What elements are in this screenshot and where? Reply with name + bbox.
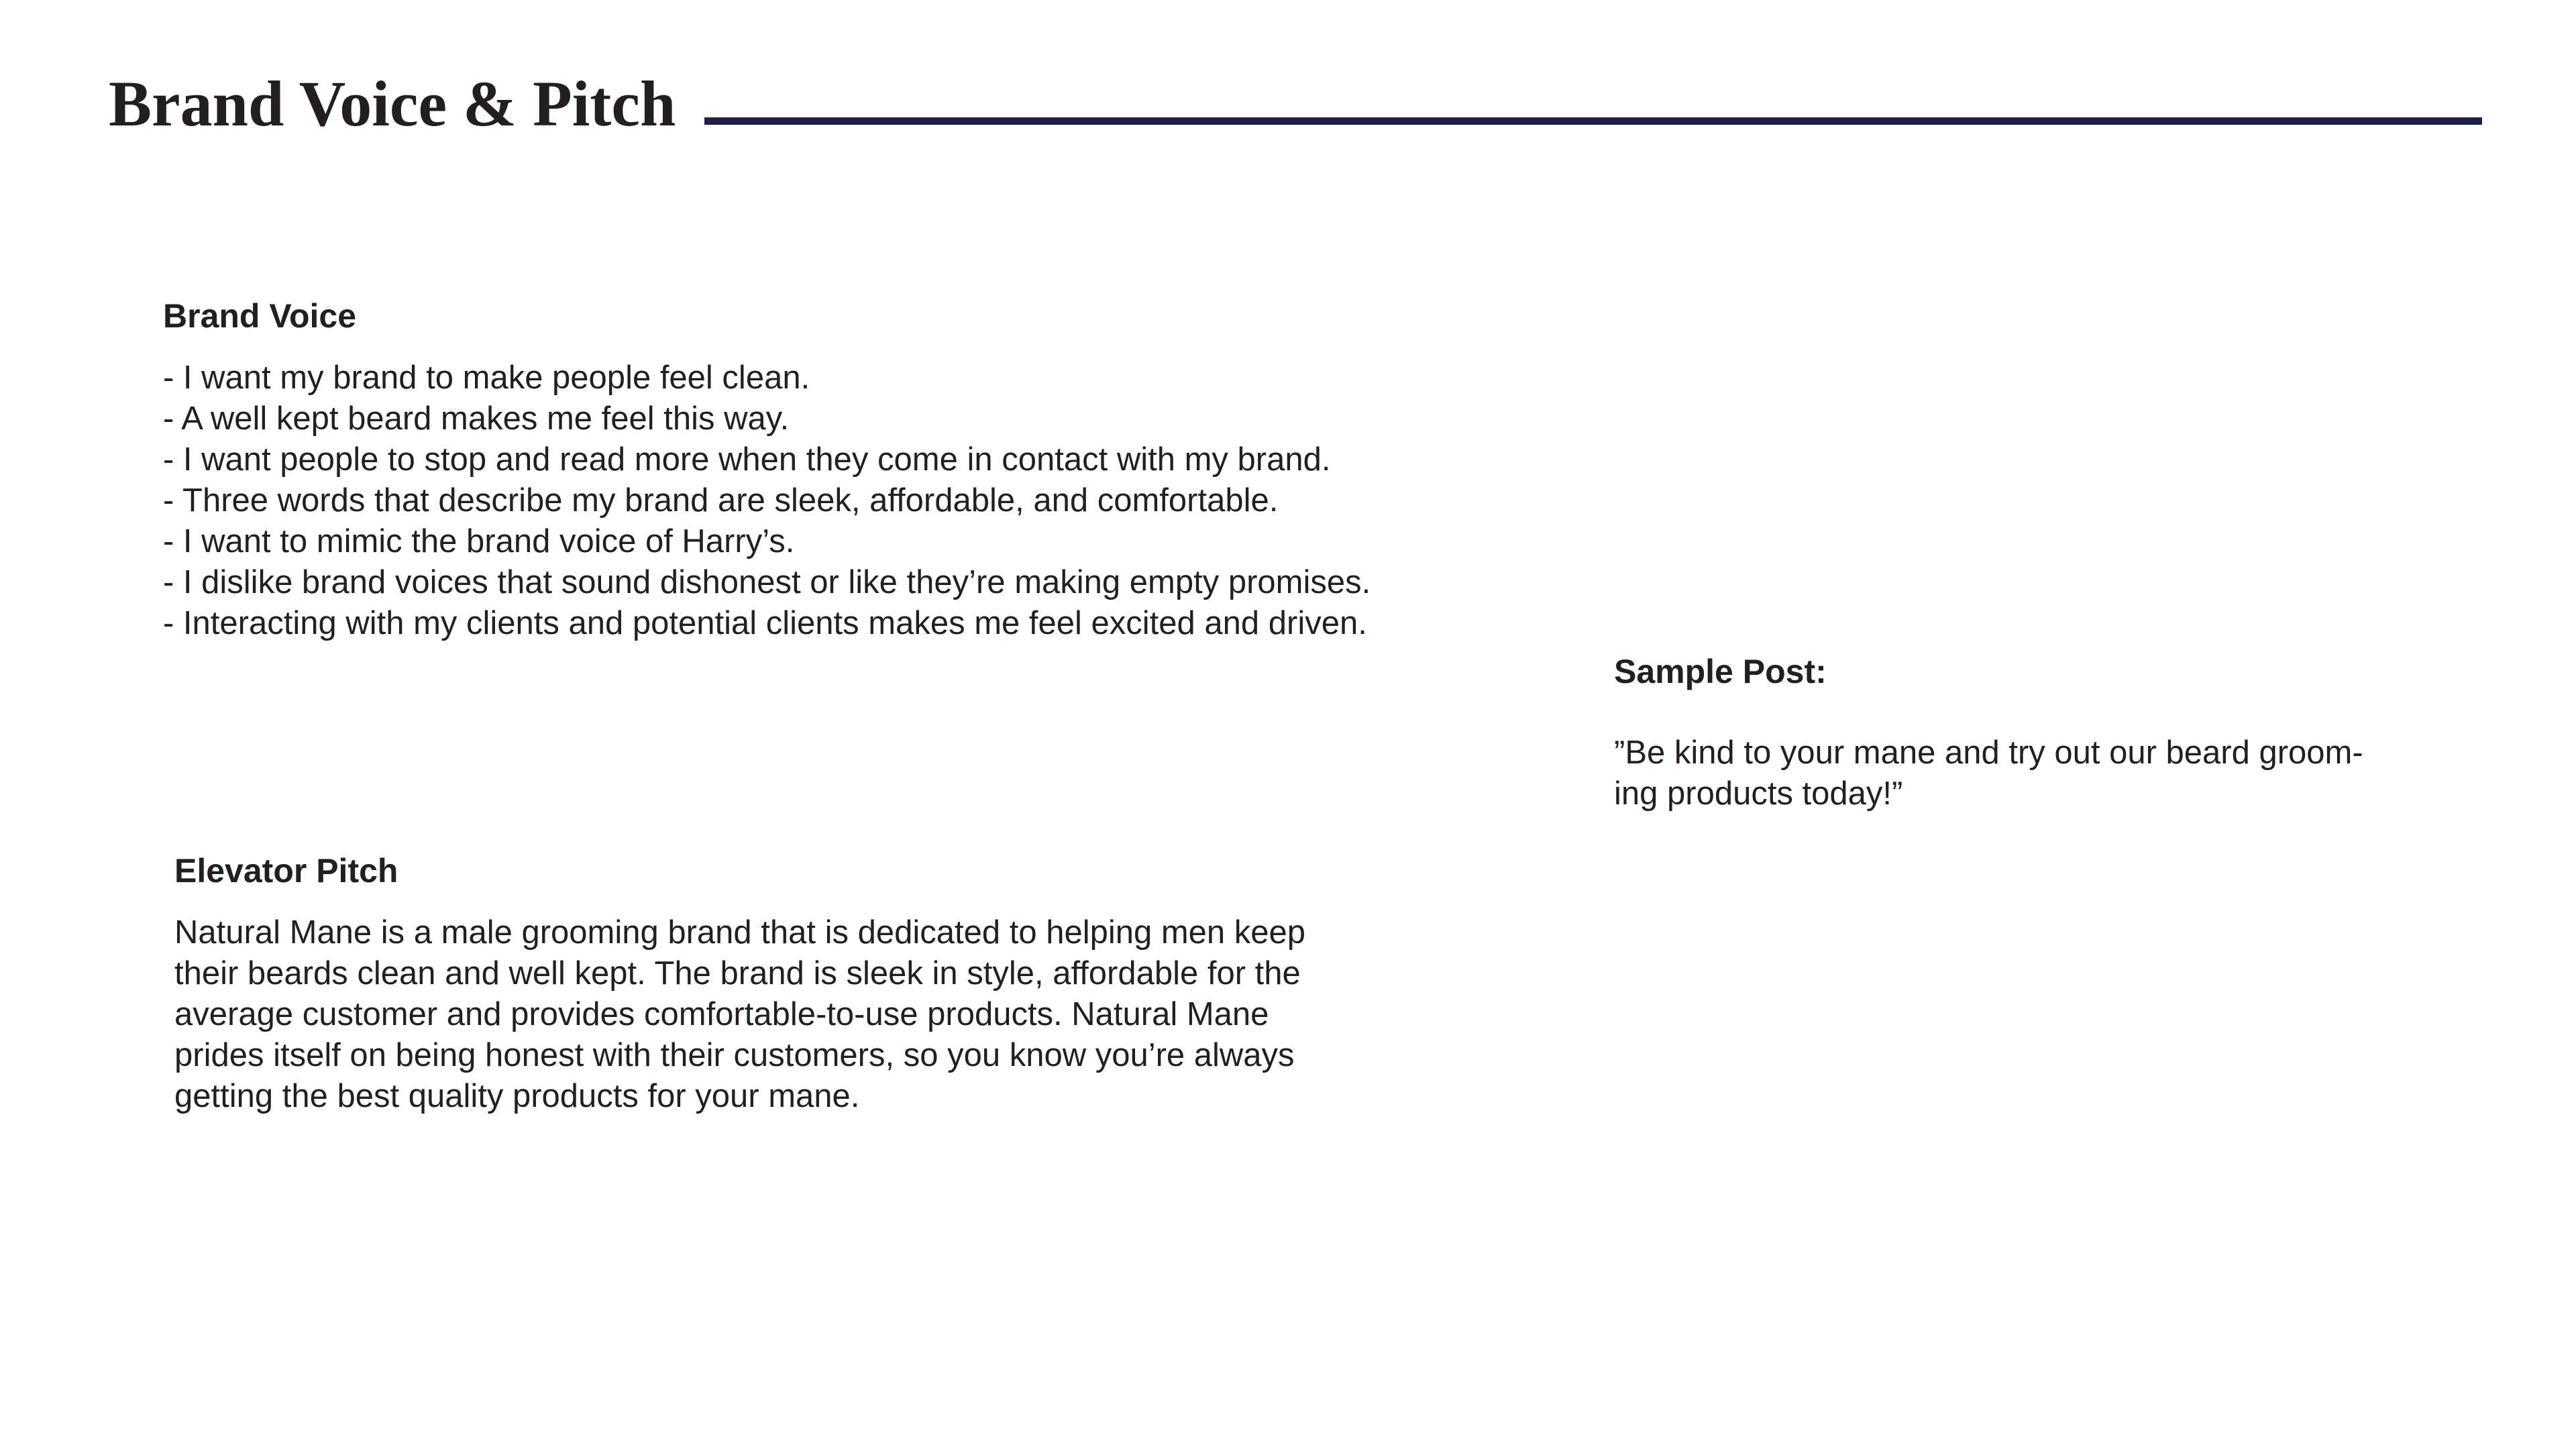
brand-voice-item: - Three words that describe my brand are sleek, affordable, and comfortable. bbox=[163, 482, 1279, 519]
elevator-pitch-line: average customer and provides comfortable-to-use products. Natural Mane bbox=[174, 996, 1269, 1032]
elevator-pitch-line: prides itself on being honest with their customers, so you know you’re always bbox=[174, 1037, 1295, 1073]
elevator-pitch-text bbox=[174, 912, 1305, 1117]
elevator-pitch-line: Natural Mane is a male grooming brand that is dedicated to helping men keep bbox=[174, 914, 1306, 951]
sample-post-line: ing products today!” bbox=[1614, 775, 1903, 812]
brand-voice-heading: Brand Voice bbox=[163, 297, 357, 335]
brand-voice-list bbox=[163, 358, 1371, 644]
sample-post-text bbox=[1614, 733, 2363, 814]
brand-voice-item: - A well kept beard makes me feel this way. bbox=[163, 400, 790, 437]
brand-voice-item: - I want my brand to make people feel clean. bbox=[163, 360, 810, 396]
page-title: Brand Voice & Pitch bbox=[109, 68, 676, 140]
elevator-pitch-line: their beards clean and well kept. The brand is sleek in style, affordable for the bbox=[174, 955, 1301, 991]
sample-post-heading: Sample Post: bbox=[1614, 653, 1827, 690]
sample-post-line: ”Be kind to your mane and try out our beard groom- bbox=[1614, 735, 2363, 771]
elevator-pitch-line: getting the best quality products for your mane. bbox=[174, 1078, 860, 1114]
brand-voice-item: - I want to mimic the brand voice of Harry’s. bbox=[163, 523, 795, 559]
brand-voice-item: - I dislike brand voices that sound dishonest or like they’re making empty promises. bbox=[163, 564, 1371, 600]
elevator-pitch-heading: Elevator Pitch bbox=[174, 852, 398, 890]
title-divider bbox=[704, 117, 2482, 125]
brand-voice-item: - I want people to stop and read more when they come in contact with my brand. bbox=[163, 441, 1331, 478]
brand-voice-item: - Interacting with my clients and potential clients makes me feel excited and driven. bbox=[163, 605, 1367, 641]
